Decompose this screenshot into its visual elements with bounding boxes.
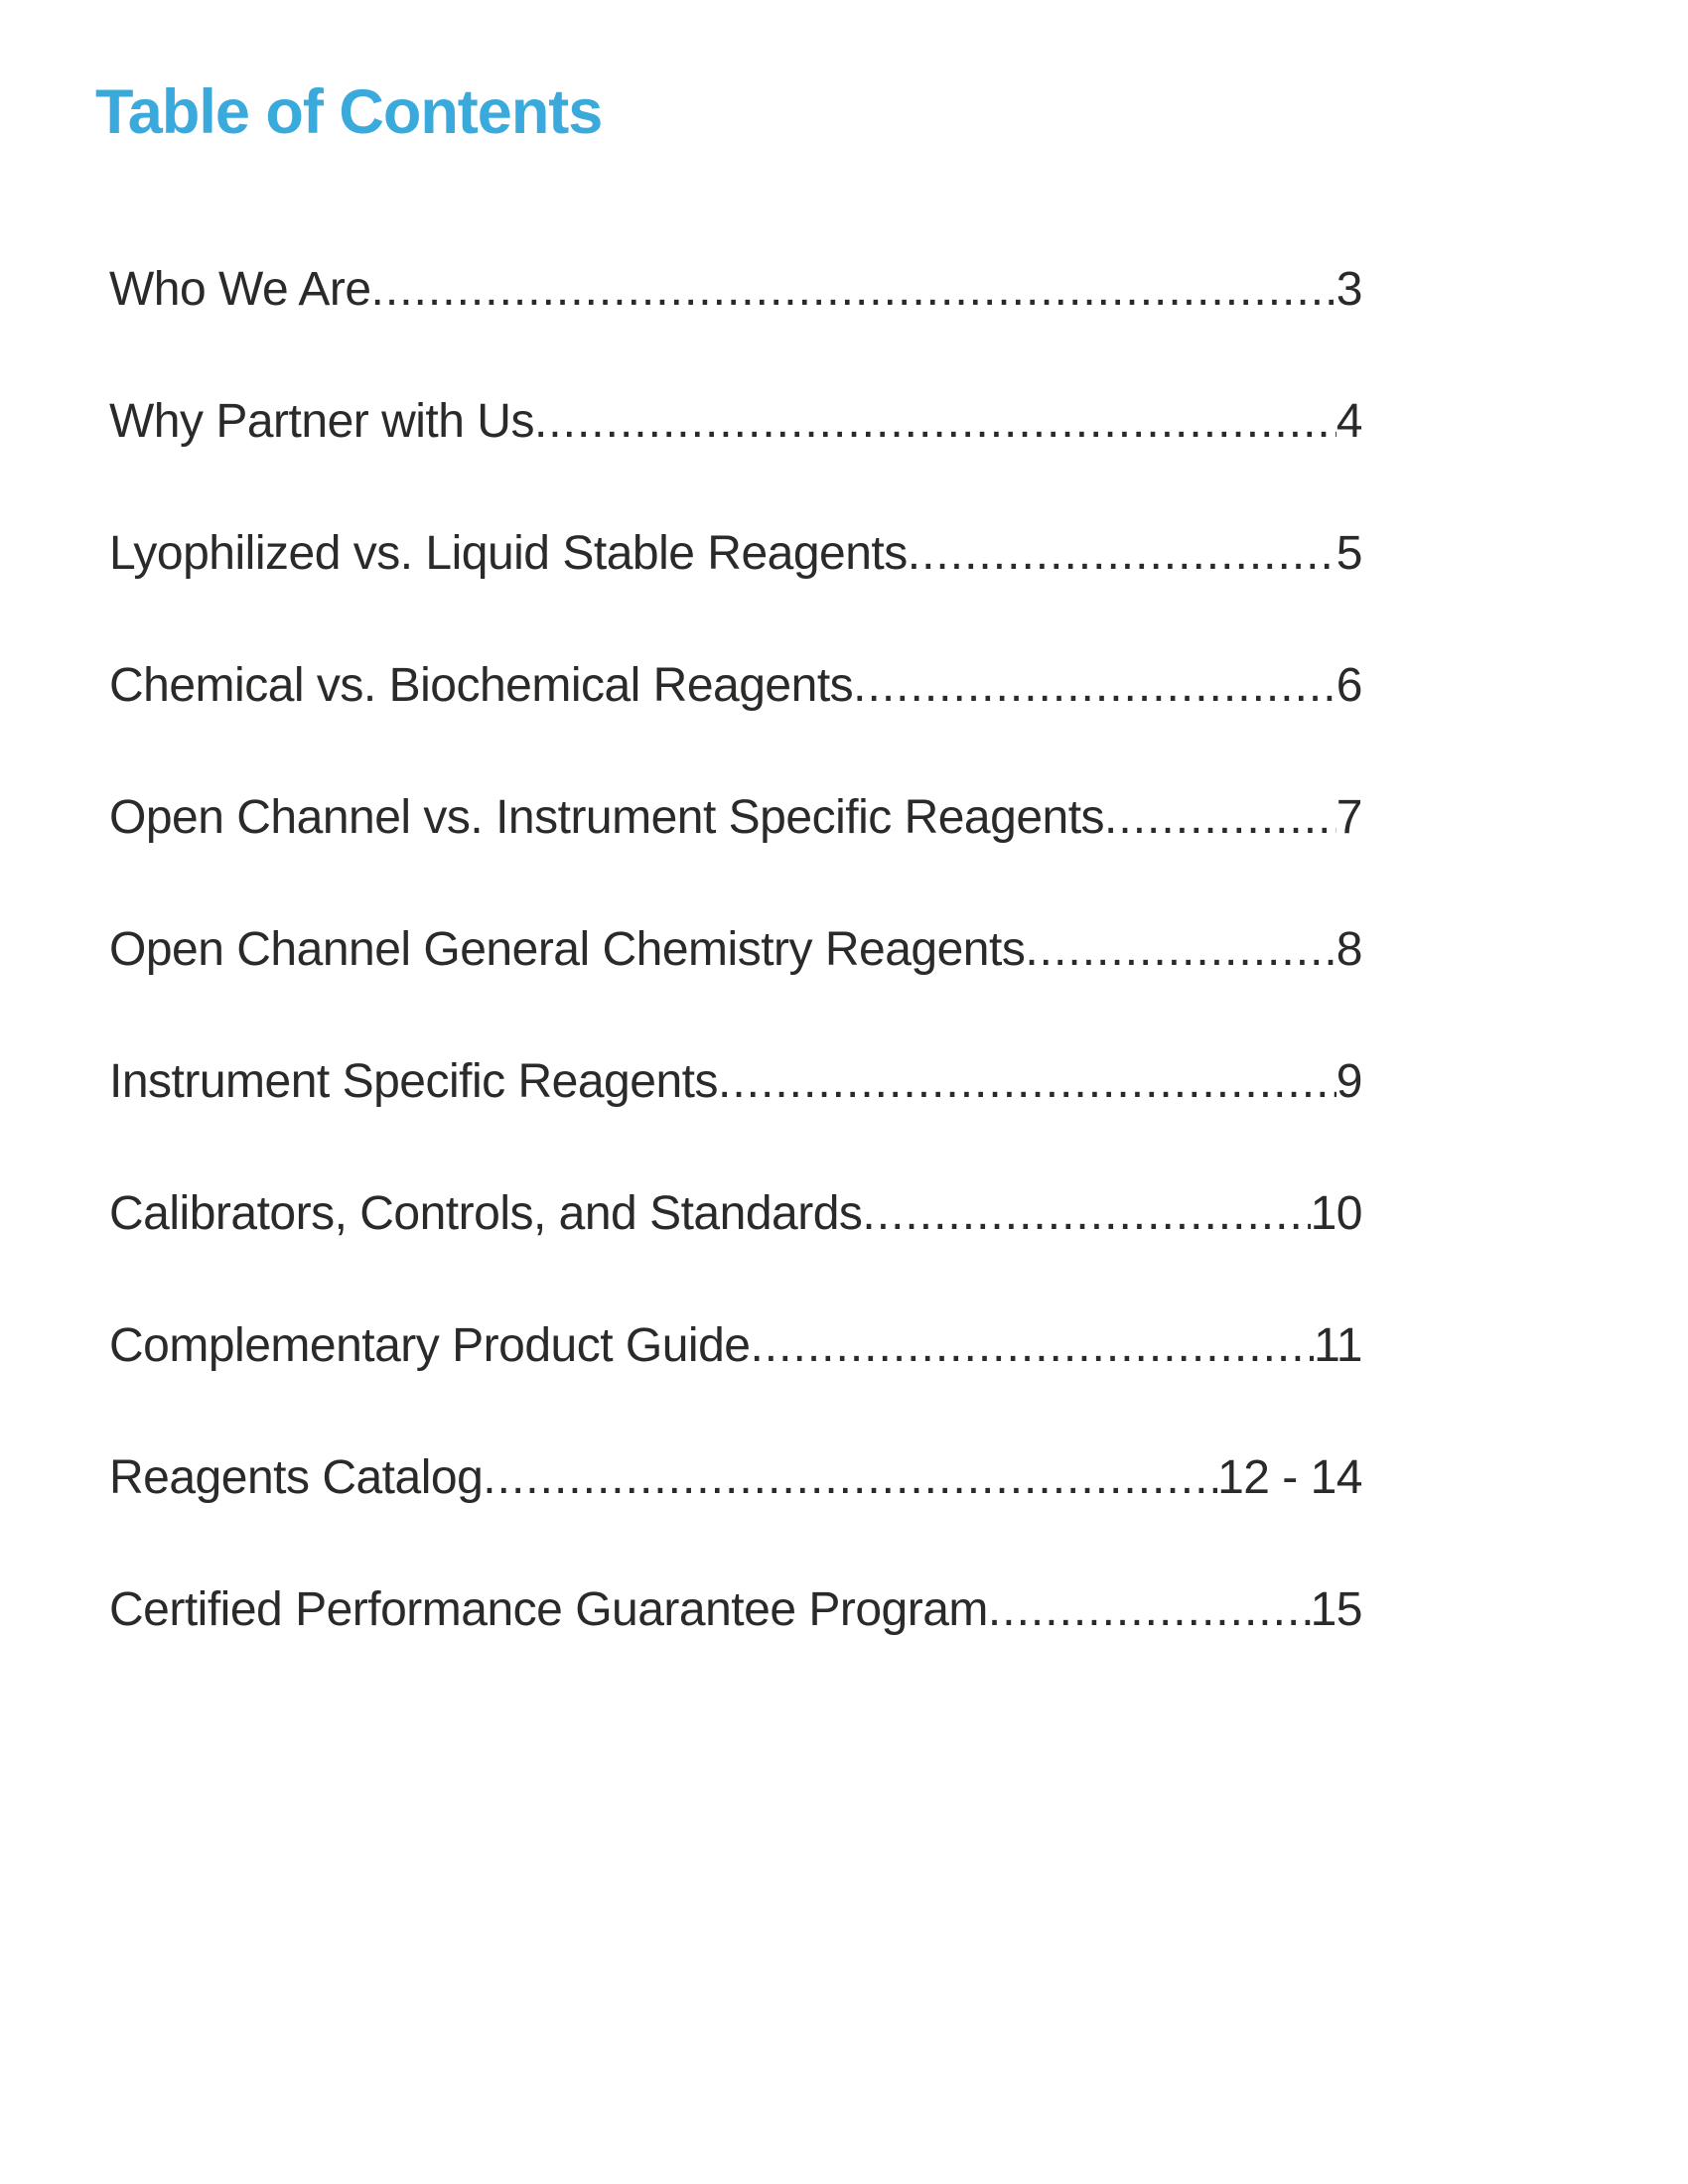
- dot-leader: [750, 1320, 1314, 1373]
- dot-leader: [371, 264, 1336, 317]
- toc-entry-page-number: 11: [1314, 1319, 1362, 1372]
- toc-entry-page-number: 12 - 14: [1217, 1451, 1362, 1504]
- dot-leader: [1104, 792, 1336, 845]
- toc-entry-label: Calibrators, Controls, and Standards: [109, 1187, 863, 1240]
- toc-entry-label: Instrument Specific Reagents: [109, 1055, 718, 1108]
- toc-entry-label: Complementary Product Guide: [109, 1319, 751, 1372]
- toc-entry-why-partner-with-us[interactable]: [109, 396, 1362, 528]
- toc-entry-complementary-product-guide[interactable]: [109, 1320, 1362, 1452]
- toc-entry-chemical-vs-biochemical-reagents[interactable]: [109, 660, 1362, 792]
- toc-entry-instrument-specific-reagents[interactable]: [109, 1056, 1362, 1188]
- toc-entry-calibrators-controls-and-standards[interactable]: [109, 1188, 1362, 1320]
- toc-entry-page-number: 3: [1336, 263, 1362, 316]
- toc-entry-page-number: 5: [1336, 527, 1362, 580]
- toc-entry-label: Open Channel vs. Instrument Specific Reagents: [109, 791, 1105, 844]
- toc-entry-page-number: 15: [1310, 1583, 1362, 1636]
- dot-leader: [718, 1056, 1336, 1109]
- toc-entry-label: Reagents Catalog: [109, 1451, 484, 1504]
- dot-leader: [483, 1452, 1217, 1505]
- toc-entry-page-number: 8: [1336, 923, 1362, 976]
- toc-entry-label: Lyophilized vs. Liquid Stable Reagents: [109, 527, 908, 580]
- dot-leader: [908, 528, 1336, 581]
- dot-leader: [534, 396, 1336, 449]
- page-title: Table of Contents: [95, 77, 603, 147]
- toc-entry-lyophilized-vs-liquid-stable-reagents[interactable]: [109, 528, 1362, 660]
- toc-entry-open-channel-vs-instrument-specific-reagents[interactable]: [109, 792, 1362, 924]
- toc-entry-page-number: 10: [1310, 1187, 1362, 1240]
- toc-list: [109, 264, 1362, 1716]
- toc-entry-label: Why Partner with Us: [109, 395, 534, 448]
- toc-entry-label: Chemical vs. Biochemical Reagents: [109, 659, 854, 712]
- dot-leader: [1025, 924, 1336, 977]
- toc-entry-reagents-catalog[interactable]: [109, 1452, 1362, 1584]
- dot-leader: [988, 1584, 1311, 1637]
- toc-entry-certified-performance-guarantee-program[interactable]: [109, 1584, 1362, 1716]
- toc-entry-page-number: 6: [1336, 659, 1362, 712]
- toc-entry-label: Who We Are: [109, 263, 371, 316]
- dot-leader: [862, 1188, 1310, 1241]
- toc-entry-open-channel-general-chemistry-reagents[interactable]: [109, 924, 1362, 1056]
- toc-entry-page-number: 4: [1336, 395, 1362, 448]
- toc-entry-label: Certified Performance Guarantee Program: [109, 1583, 988, 1636]
- toc-entry-who-we-are[interactable]: [109, 264, 1362, 396]
- toc-entry-label: Open Channel General Chemistry Reagents: [109, 923, 1026, 976]
- toc-entry-page-number: 7: [1336, 791, 1362, 844]
- dot-leader: [853, 660, 1336, 713]
- toc-entry-page-number: 9: [1336, 1055, 1362, 1108]
